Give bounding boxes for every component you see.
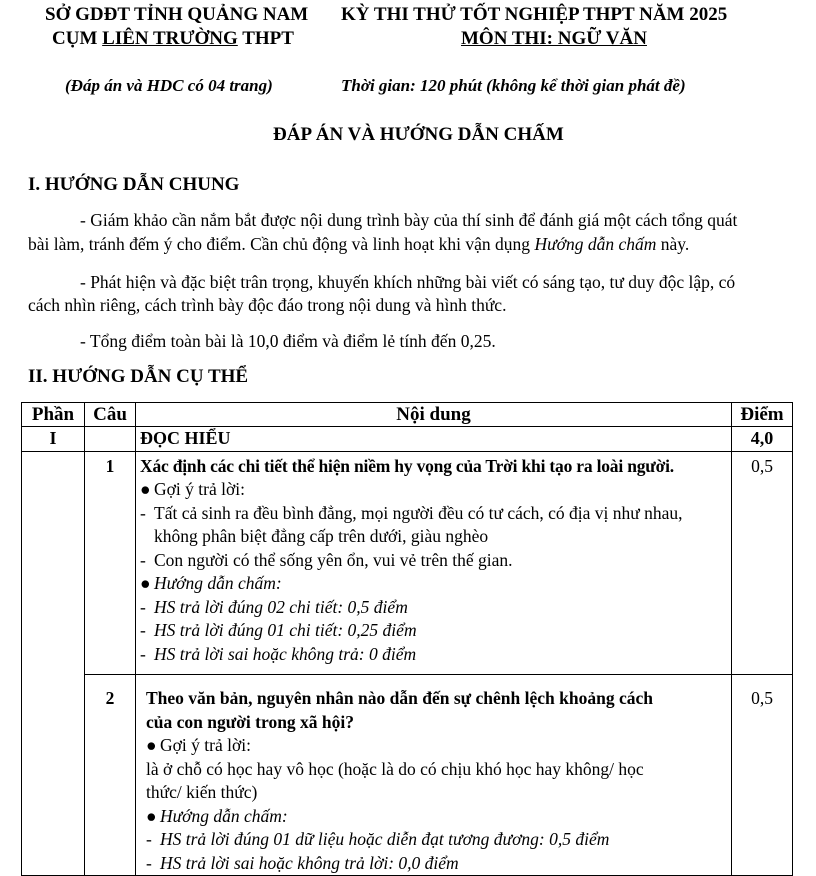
dash-icon: -	[146, 829, 152, 849]
bullet-icon: ●	[140, 573, 151, 593]
general-p3: - Tổng điểm toàn bài là 10,0 điểm và điểm lẻ tính đến 0,25.	[80, 331, 496, 351]
p1-line2-italic: Hướng dẫn chấm	[534, 234, 657, 254]
answer-text: Tất cả sinh ra đều bình đẳng, mọi người đều có tư cách, có địa vị như nhau,	[154, 502, 683, 523]
hint-line	[140, 478, 727, 502]
part-number: I	[22, 427, 85, 452]
exam-subject: MÔN THI: NGỮ VĂN	[461, 28, 647, 49]
cluster-prefix: CỤM	[52, 28, 103, 49]
hint-label: Gợi ý trả lời:	[154, 479, 245, 499]
table-row	[22, 675, 793, 876]
exam-name: KỲ THI THỬ TỐT NGHIỆP THPT NĂM 2025	[341, 4, 728, 25]
answer-text: Con người có thể sống yên ổn, vui vẻ trên thế gian.	[154, 549, 513, 570]
cluster-suffix: THPT	[237, 28, 294, 49]
question-content	[136, 675, 732, 876]
guide-item	[140, 619, 727, 643]
guide-text: HS trả lời sai hoặc không trả: 0 điểm	[154, 643, 417, 664]
dash-icon: -	[146, 852, 152, 873]
guide-item	[140, 596, 727, 620]
answer-item	[140, 549, 727, 573]
general-p1-line2	[28, 234, 689, 255]
cluster-underlined: LIÊN TRƯỜNG	[102, 28, 238, 49]
guide-text: HS trả lời đúng 01 chi tiết: 0,25 điểm	[154, 620, 417, 640]
header-score: Điểm	[732, 403, 793, 427]
general-p1-line1: - Giám khảo cần nắm bắt được nội dung trình bày của thí sinh để đánh giá một cách tổng quát	[80, 210, 738, 230]
dash-icon: -	[140, 502, 146, 523]
question-content	[136, 451, 732, 675]
dash-icon: -	[140, 596, 146, 617]
part-span-cell	[22, 451, 85, 876]
question-text: Theo văn bản, nguyên nhân nào dẫn đến sự chênh lệch khoảng cách	[146, 688, 653, 708]
answer-text: là ở chỗ có học hay vô học (hoặc là do có chịu khó học hay không/ học	[146, 758, 644, 779]
page-title: ĐÁP ÁN VÀ HƯỚNG DẪN CHẤM	[273, 124, 564, 145]
bullet-icon: ●	[146, 805, 157, 826]
answer-item	[140, 502, 727, 526]
grading-table	[21, 402, 793, 876]
general-p2-line1: - Phát hiện và đặc biệt trân trọng, khuyến khích những bài viết có sáng tạo, tư duy độc lập, có	[80, 272, 736, 292]
guide-text: HS trả lời đúng 01 dữ liệu hoặc diễn đạt tương đương: 0,5 điểm	[160, 829, 610, 849]
part-row	[22, 427, 793, 452]
school-cluster-name	[52, 28, 294, 50]
guide-item	[146, 852, 727, 876]
question-text: Xác định các chi tiết thể hiện niềm hy vọng của Trời khi tạo ra loài người.	[140, 455, 674, 476]
guide-item	[140, 643, 727, 667]
dash-icon: -	[140, 643, 146, 664]
answer-continued: không phân biệt đẳng cấp trên dưới, giàu nghèo	[154, 526, 489, 546]
p1-line2-end: này.	[656, 234, 690, 254]
part-score: 4,0	[732, 427, 793, 452]
bullet-icon: ●	[140, 479, 151, 499]
bullet-icon: ●	[146, 735, 157, 755]
question-score: 0,5	[732, 675, 793, 876]
question-number: 1	[85, 451, 136, 675]
dash-icon: -	[140, 620, 146, 640]
header-content: Nội dung	[136, 403, 732, 427]
part-empty-cell	[85, 427, 136, 452]
guide-text: HS trả lời đúng 02 chi tiết: 0,5 điểm	[154, 596, 408, 617]
guide-line	[146, 805, 727, 829]
question-score: 0,5	[732, 451, 793, 675]
p1-line2-text: bài làm, tránh đếm ý cho điểm. Cần chủ động và linh hoạt khi vận dụng	[28, 234, 535, 254]
dash-icon: -	[140, 549, 146, 570]
question-text-continued: của con người trong xã hội?	[146, 711, 355, 732]
header-part: Phần	[22, 403, 85, 427]
question-number: 2	[85, 675, 136, 876]
section-specific-heading: II. HƯỚNG DẪN CỤ THỂ	[28, 366, 249, 387]
header-question: Câu	[85, 403, 136, 427]
hint-label: Gợi ý trả lời:	[160, 735, 251, 755]
guide-line	[140, 572, 727, 596]
hint-line	[146, 734, 727, 758]
part-title: ĐỌC HIỂU	[136, 427, 732, 452]
guide-item	[146, 828, 727, 852]
guide-label: Hướng dẫn chấm:	[160, 805, 288, 826]
department-name: SỞ GDĐT TỈNH QUẢNG NAM	[45, 4, 309, 25]
answer-continued: thức/ kiến thức)	[146, 782, 258, 802]
guide-label: Hướng dẫn chấm:	[154, 573, 282, 593]
general-p2-line2: cách nhìn riêng, cách trình bày độc đáo trong nội dung và hình thức.	[28, 295, 507, 315]
time-note: Thời gian: 120 phút (không kể thời gian phát đề)	[341, 76, 686, 95]
table-row	[22, 451, 793, 675]
section-general-heading: I. HƯỚNG DẪN CHUNG	[28, 174, 240, 195]
page-count-note: (Đáp án và HDC có 04 trang)	[65, 76, 273, 95]
table-header-row	[22, 403, 793, 427]
guide-text: HS trả lời sai hoặc không trả lời: 0,0 điểm	[160, 852, 459, 873]
